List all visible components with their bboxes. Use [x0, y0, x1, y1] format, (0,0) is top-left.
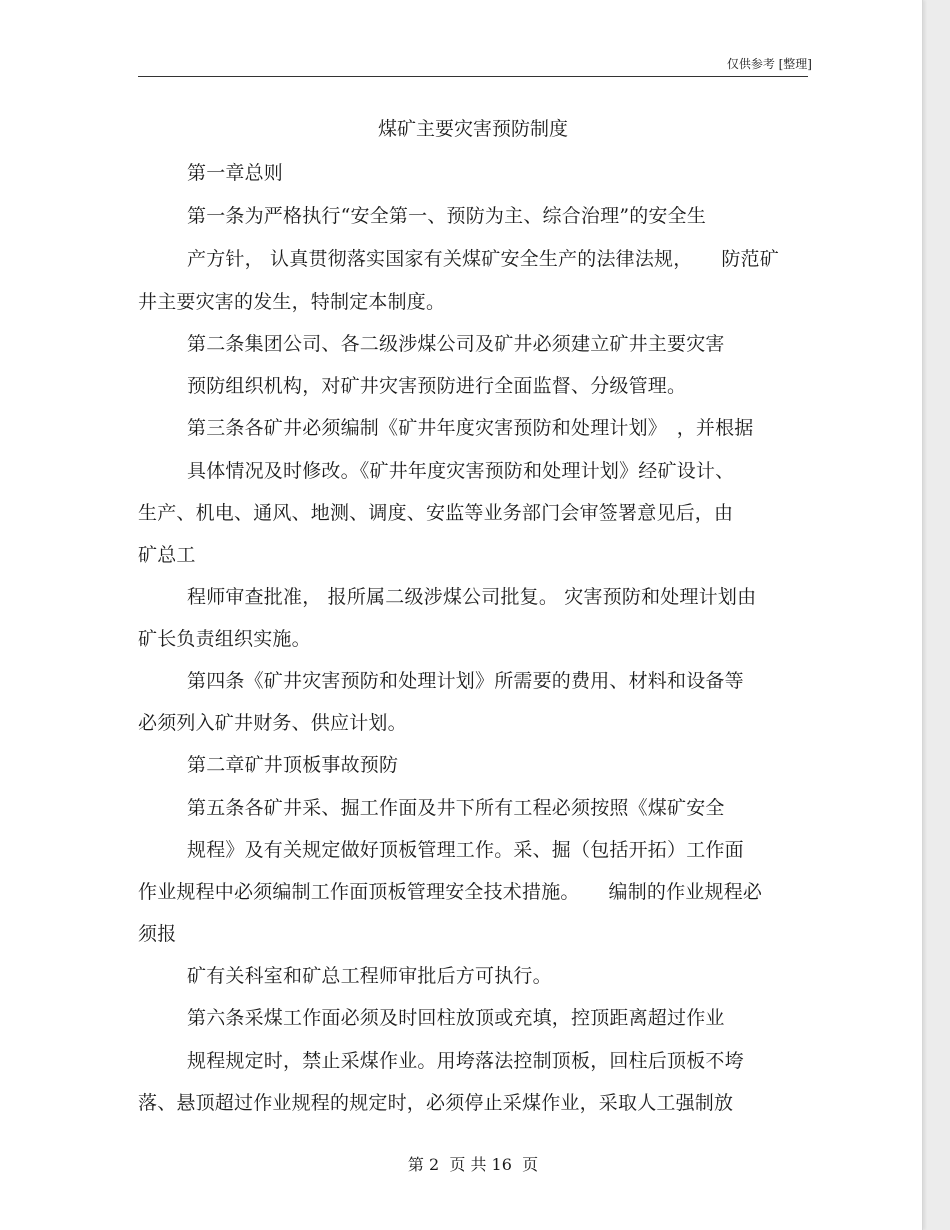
- body-line: 矿长负责组织实施。: [138, 628, 311, 650]
- body-line: 第二条集团公司、各二级涉煤公司及矿井必须建立矿井主要灾害: [187, 333, 725, 355]
- body-line: 第五条各矿井采、掘工作面及井下所有工程必须按照《煤矿安全: [187, 797, 725, 819]
- chapter-heading: 第二章矿井顶板事故预防: [187, 754, 399, 776]
- body-line: 第四条《矿井灾害预防和处理计划》所需要的费用、材料和设备等: [187, 670, 744, 692]
- body-line: 矿有关科室和矿总工程师审批后方可执行。: [187, 965, 552, 987]
- body-line: 第一条为严格执行“安全第一、预防为主、综合治理”的安全生: [187, 205, 707, 227]
- body-line: 生产、机电、通风、地测、调度、安监等业务部门会审签署意见后，由: [138, 502, 734, 524]
- chapter-heading: 第一章总则: [187, 162, 284, 184]
- body-line: 落、悬顶超过作业规程的规定时，必须停止采煤作业，采取人工强制放: [138, 1092, 734, 1114]
- body-line: 须报: [138, 923, 177, 945]
- body-line: 作业规程中必须编制工作面顶板管理安全技术措施。 编制的作业规程必: [138, 881, 763, 903]
- body-line: 规程》及有关规定做好顶板管理工作。采、掘（包括开拓）工作面: [187, 839, 744, 861]
- body-line: 井主要灾害的发生，特制定本制度。: [138, 291, 446, 313]
- page-number: 第 2 页 共 16 页: [407, 1155, 539, 1174]
- body-line: 第三条各矿井必须编制《矿井年度灾害预防和处理计划》 ，并根据: [187, 417, 754, 439]
- body-line: 第六条采煤工作面必须及时回柱放顶或充填，控顶距离超过作业: [187, 1007, 725, 1029]
- body-line: 程师审查批准， 报所属二级涉煤公司批复。 灾害预防和处理计划由: [187, 586, 757, 608]
- body-line: 预防组织机构，对矿井灾害预防进行全面监督、分级管理。: [187, 375, 687, 397]
- document-title: 煤矿主要灾害预防制度: [377, 118, 568, 140]
- body-line: 必须列入矿井财务、供应计划。: [138, 712, 407, 734]
- header-note: 仅供参考 [整理]: [726, 57, 812, 71]
- body-line: 矿总工: [138, 544, 196, 566]
- body-line: 产方针， 认真贯彻落实国家有关煤矿安全生产的法律法规， 防范矿: [187, 248, 779, 270]
- body-line: 规程规定时，禁止采煤作业。用垮落法控制顶板，回柱后顶板不垮: [187, 1050, 744, 1072]
- header-divider: [138, 76, 808, 77]
- body-line: 具体情况及时修改。《矿井年度灾害预防和处理计划》经矿设计、: [187, 460, 735, 482]
